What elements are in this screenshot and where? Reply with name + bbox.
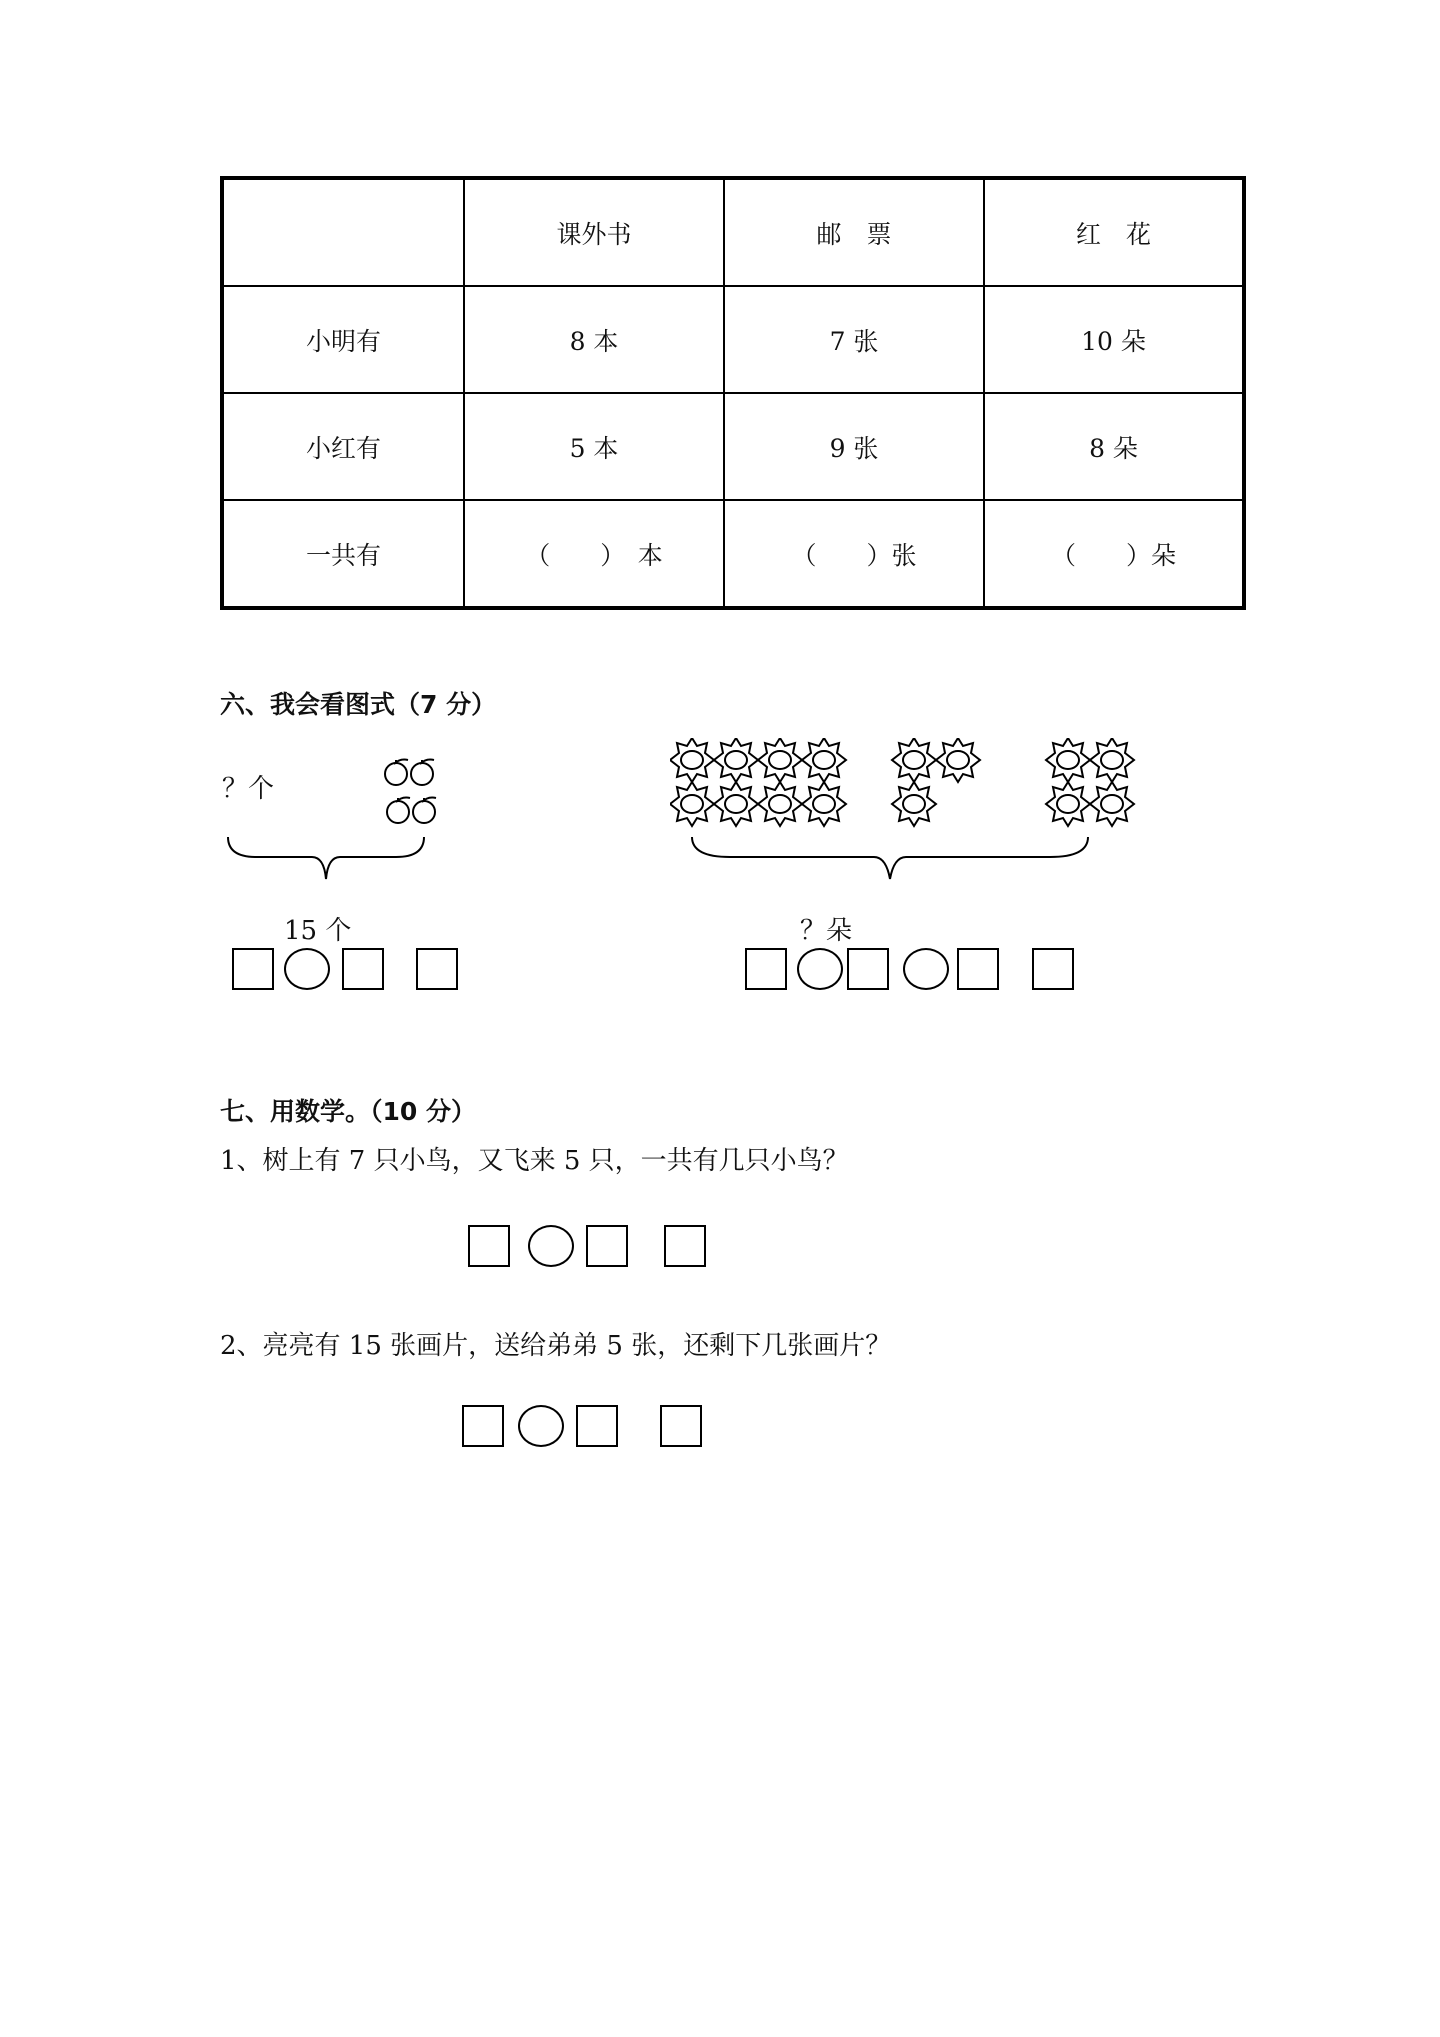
answer-box[interactable] bbox=[957, 948, 999, 990]
section-six-title: 六、我会看图式（7 分） bbox=[220, 690, 497, 719]
answer-box[interactable] bbox=[462, 1405, 504, 1447]
operator-oval[interactable] bbox=[797, 948, 843, 990]
left-total-label: 15 个 bbox=[284, 916, 352, 946]
operator-oval[interactable] bbox=[284, 948, 330, 990]
table-cell: 小明有 bbox=[222, 286, 464, 393]
flowers-icon bbox=[670, 738, 1140, 834]
left-brace-icon bbox=[226, 835, 426, 885]
table-header-row bbox=[222, 178, 1244, 286]
question-one: 1、树上有 7 只小鸟，又飞来 5 只，一共有几只小鸟？ bbox=[220, 1146, 849, 1176]
answer-box[interactable] bbox=[660, 1405, 702, 1447]
table-header-cell: 红 花 bbox=[984, 178, 1244, 286]
answer-cell[interactable]: （ ） 本 bbox=[464, 500, 724, 608]
right-unknown-label: ？朵 bbox=[800, 916, 853, 946]
table-cell: 小红有 bbox=[222, 393, 464, 500]
table-cell: 8 朵 bbox=[984, 393, 1244, 500]
table-cell: 7 张 bbox=[724, 286, 984, 393]
table-header-cell: 邮 票 bbox=[724, 178, 984, 286]
operator-oval[interactable] bbox=[903, 948, 949, 990]
answer-box[interactable] bbox=[232, 948, 274, 990]
answer-box[interactable] bbox=[468, 1225, 510, 1267]
answer-box[interactable] bbox=[664, 1225, 706, 1267]
answer-box[interactable] bbox=[416, 948, 458, 990]
comparison-table bbox=[220, 176, 1246, 610]
operator-oval[interactable] bbox=[518, 1405, 564, 1447]
table-row bbox=[222, 393, 1244, 500]
answer-box[interactable] bbox=[1032, 948, 1074, 990]
table-header-cell bbox=[222, 178, 464, 286]
answer-box[interactable] bbox=[847, 948, 889, 990]
table-header-cell: 课外书 bbox=[464, 178, 724, 286]
answer-cell[interactable]: （ ）朵 bbox=[984, 500, 1244, 608]
answer-box[interactable] bbox=[745, 948, 787, 990]
apples-icon bbox=[380, 752, 452, 832]
left-unknown-label: ？个 bbox=[222, 774, 275, 804]
answer-cell[interactable]: （ ）张 bbox=[724, 500, 984, 608]
question-two: 2、亮亮有 15 张画片，送给弟弟 5 张，还剩下几张画片？ bbox=[220, 1331, 892, 1361]
table-cell: 一共有 bbox=[222, 500, 464, 608]
table-row bbox=[222, 286, 1244, 393]
answer-box[interactable] bbox=[586, 1225, 628, 1267]
answer-box[interactable] bbox=[342, 948, 384, 990]
right-brace-icon bbox=[690, 835, 1090, 885]
table-row bbox=[222, 500, 1244, 608]
table-cell: 10 朵 bbox=[984, 286, 1244, 393]
answer-box[interactable] bbox=[576, 1405, 618, 1447]
operator-oval[interactable] bbox=[528, 1225, 574, 1267]
table-cell: 5 本 bbox=[464, 393, 724, 500]
table-cell: 8 本 bbox=[464, 286, 724, 393]
section-seven-title: 七、用数学。（10 分） bbox=[220, 1097, 476, 1126]
table-cell: 9 张 bbox=[724, 393, 984, 500]
